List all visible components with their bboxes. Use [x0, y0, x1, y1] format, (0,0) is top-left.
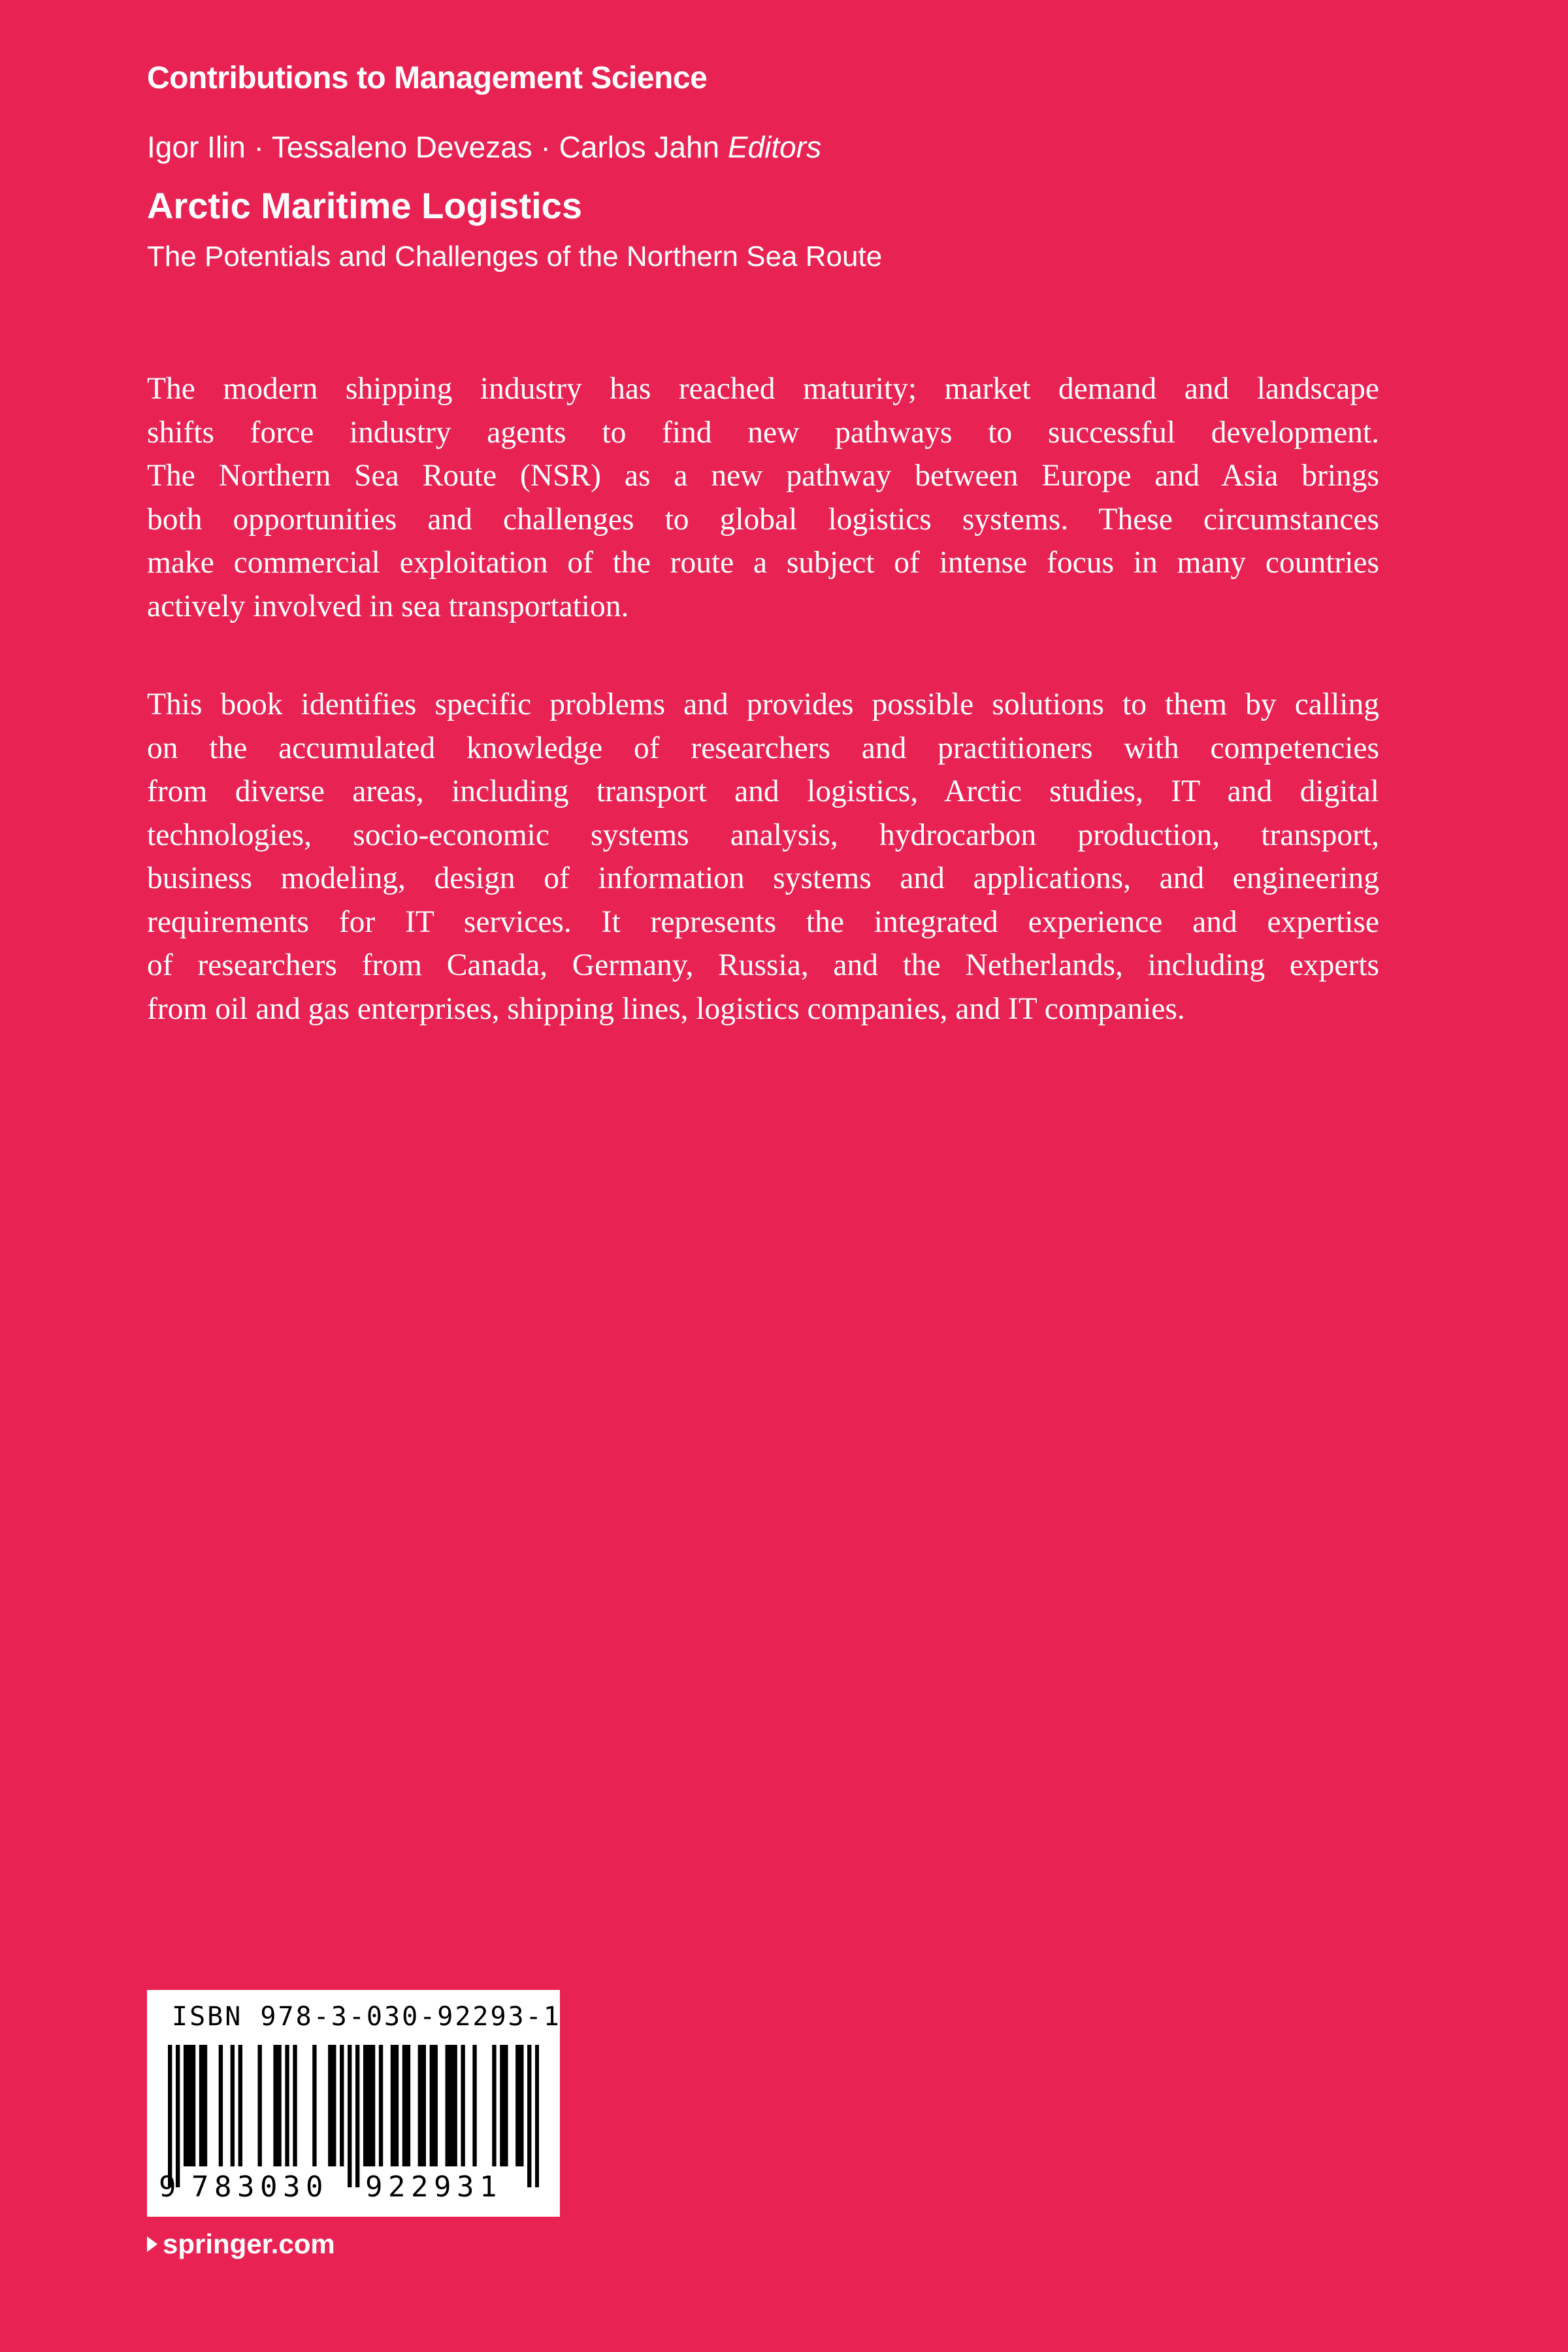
editors-role: Editors — [727, 130, 822, 164]
barcode-bar — [231, 2045, 235, 2166]
paragraph-line: on the accumulated knowledge of researchers and practitioners with competencies — [147, 731, 1379, 765]
ean-first-digit: 9 — [159, 2170, 176, 2204]
series-title: Contributions to Management Science — [147, 61, 708, 95]
barcode-bar — [203, 2045, 207, 2166]
barcode-bar — [184, 2045, 188, 2166]
paragraph-line: from oil and gas enterprises, shipping lines, logistics companies, and IT companies. — [147, 991, 1185, 1026]
paragraph-line: both opportunities and challenges to global logistics systems. These circumstances — [147, 502, 1379, 537]
barcode-bar — [434, 2045, 438, 2166]
barcode-bar — [492, 2045, 496, 2166]
barcode-bar — [519, 2045, 523, 2166]
barcode-bar — [515, 2045, 519, 2166]
barcode-bar — [273, 2045, 277, 2166]
barcode-bar — [402, 2045, 406, 2166]
paragraph-line: The modern shipping industry has reached maturity; market demand and landscape — [147, 372, 1379, 406]
barcode-bar — [406, 2045, 410, 2166]
barcode-bar — [258, 2045, 262, 2166]
barcode-guard-bar — [348, 2045, 351, 2187]
paragraph-line: requirements for IT services. It represents the integrated experience and expertise — [147, 904, 1379, 939]
barcode-bar — [285, 2045, 289, 2166]
book-subtitle: The Potentials and Challenges of the Northern Sea Route — [147, 240, 883, 273]
barcode-bar — [430, 2045, 434, 2166]
description-paragraph-2 — [147, 683, 1379, 1031]
barcode-bar — [418, 2045, 422, 2166]
barcode-bar — [391, 2045, 395, 2166]
paragraph-line: technologies, socio-economic systems analysis, hydrocarbon production, transport, — [147, 818, 1379, 852]
ean-right-group: 922931 — [365, 2170, 502, 2204]
book-title: Arctic Maritime Logistics — [147, 185, 582, 226]
publisher-url: springer.com — [163, 2228, 335, 2259]
barcode-bar — [379, 2045, 383, 2166]
barcode-icon — [168, 2045, 539, 2187]
barcode-bar — [363, 2045, 367, 2166]
paragraph-line: from diverse areas, including transport and logistics, Arctic studies, IT and digital — [147, 774, 1379, 808]
barcode-guard-bar — [355, 2045, 359, 2187]
paragraph-line: of researchers from Canada, Germany, Russia, and the Netherlands, including experts — [147, 948, 1379, 982]
editors-line — [147, 129, 821, 165]
barcode-guard-bar — [176, 2045, 180, 2187]
triangle-right-icon — [147, 2236, 157, 2252]
barcode-bar — [191, 2045, 195, 2166]
barcode-bar — [312, 2045, 316, 2166]
paragraph-line: The Northern Sea Route (NSR) as a new pathway between Europe and Asia brings — [147, 459, 1379, 493]
barcode-bar — [277, 2045, 281, 2166]
barcode-bar — [453, 2045, 457, 2166]
paragraph-line: shifts force industry agents to find new pathways to successful development. — [147, 415, 1379, 450]
barcode-bar — [504, 2045, 508, 2166]
barcode-bar — [461, 2045, 465, 2166]
barcode-bar — [371, 2045, 375, 2166]
barcode-bar — [188, 2045, 191, 2166]
barcode-bar — [340, 2045, 344, 2166]
paragraph-line: make commercial exploitation of the route a subject of intense focus in many countries — [147, 546, 1379, 580]
isbn-label: ISBN 978-3-030-92293-1 — [172, 2002, 561, 2032]
barcode-guard-bar — [535, 2045, 539, 2187]
barcode-bar — [219, 2045, 223, 2166]
barcode-guard-bar — [168, 2045, 172, 2187]
barcode-bar — [422, 2045, 426, 2166]
barcode-bar — [293, 2045, 297, 2166]
publisher-link[interactable] — [147, 2228, 335, 2260]
barcode-bar — [449, 2045, 453, 2166]
barcode-bar — [395, 2045, 399, 2166]
editor-names: Igor Ilin · Tessaleno Devezas · Carlos Jahn — [147, 130, 720, 164]
barcode-guard-bar — [527, 2045, 531, 2187]
paragraph-line: actively involved in sea transportation. — [147, 589, 629, 623]
barcode-bar — [500, 2045, 504, 2166]
paragraph-line: This book identifies specific problems and provides possible solutions to them by calling — [147, 687, 1379, 721]
paragraph-line: business modeling, design of information systems and applications, and engineering — [147, 861, 1379, 895]
isbn-barcode-box — [147, 1990, 560, 2217]
barcode-bar — [238, 2045, 242, 2166]
barcode-bar — [367, 2045, 371, 2166]
barcode-bar — [332, 2045, 336, 2166]
barcode-bar — [446, 2045, 449, 2166]
barcode-bar — [199, 2045, 203, 2166]
barcode-bar — [328, 2045, 332, 2166]
ean-left-group: 783030 — [191, 2170, 329, 2204]
description-paragraph-1 — [147, 367, 1379, 628]
barcode-bar — [472, 2045, 476, 2166]
